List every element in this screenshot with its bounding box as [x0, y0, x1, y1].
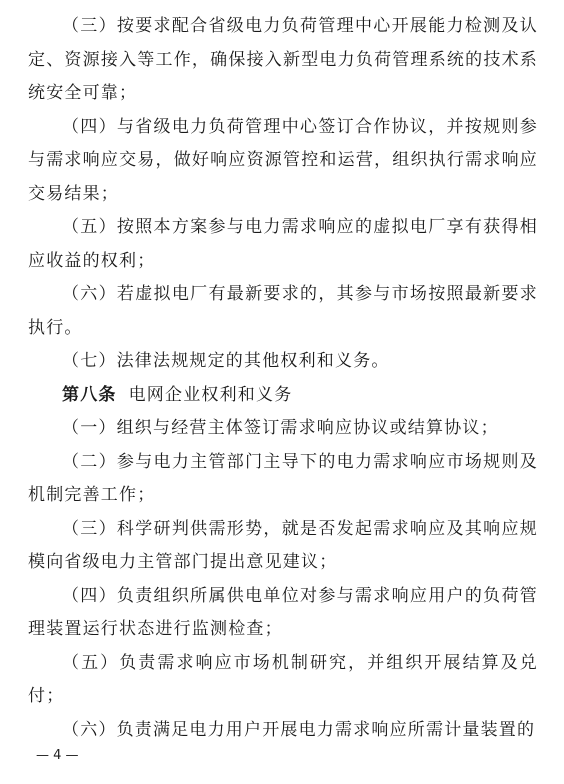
document-body — [28, 10, 538, 747]
page-number: — 4 — — [36, 748, 79, 763]
article8-item-3: （三）科学研判供需形势，就是否发起需求响应及其响应规模向省级电力主管部门提出意见建议； — [28, 518, 538, 572]
article-label: 第八条 — [62, 384, 117, 405]
paragraph-6: （六）若虚拟电厂有最新要求的，其参与市场按照最新要求执行。 — [28, 284, 538, 338]
article8-item-4: （四）负责组织所属供电单位对参与需求响应用户的负荷管理装置运行状态进行监测检查； — [28, 585, 538, 639]
paragraph-4: （四）与省级电力负荷管理中心签订合作协议，并按规则参与需求响应交易，做好响应资源管控和运营，组织执行需求响应交易结果； — [28, 116, 538, 204]
paragraph-5: （五）按照本方案参与电力需求响应的虚拟电厂享有获得相应收益的权利； — [28, 217, 538, 271]
article8-item-1: （一）组织与经营主体签订需求响应协议或结算协议； — [62, 418, 499, 438]
article8-item-6: （六）负责满足电力用户开展电力需求响应所需计量装置的 — [62, 719, 536, 740]
article8-item-2: （二）参与电力主管部门主导下的电力需求响应市场规则及机制完善工作； — [28, 451, 538, 505]
paragraph-3: （三）按要求配合省级电力负荷管理中心开展能力检测及认定、资源接入等工作，确保接入新型电力负荷管理系统的技术系统安全可靠； — [28, 16, 538, 103]
article-title: 电网企业权利和义务 — [128, 384, 293, 405]
paragraph-7: （七）法律法规规定的其他权利和义务。 — [62, 351, 390, 371]
article8-item-5: （五）负责需求响应市场机制研究，并组织开展结算及兑付； — [28, 652, 538, 706]
article-heading — [28, 379, 538, 413]
